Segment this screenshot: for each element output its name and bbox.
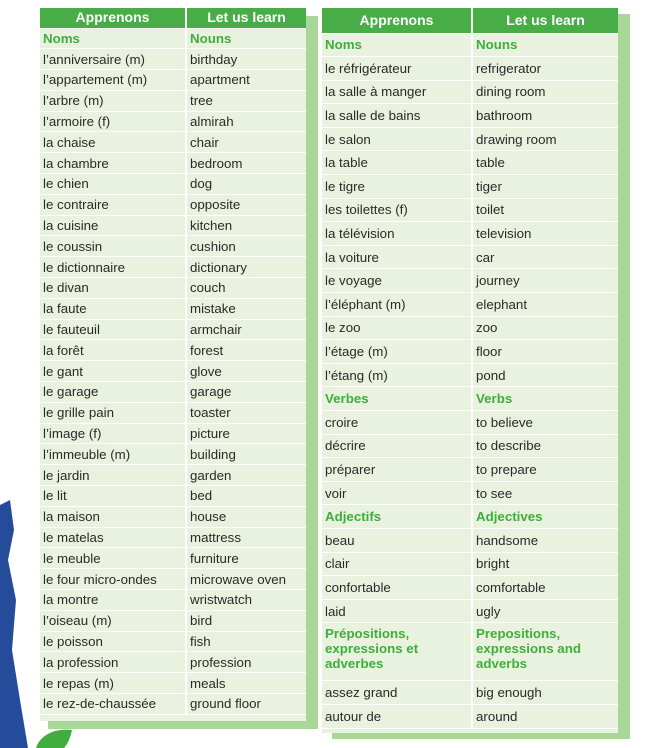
french-term: le chien bbox=[40, 174, 186, 195]
french-term: Adjectifs bbox=[322, 505, 472, 529]
french-term: croire bbox=[322, 411, 472, 435]
vocab-row bbox=[40, 90, 306, 111]
vocab-row bbox=[322, 57, 618, 81]
french-term: le salon bbox=[322, 127, 472, 151]
english-translation: mattress bbox=[186, 527, 306, 548]
french-term: l’image (f) bbox=[40, 423, 186, 444]
vocab-row bbox=[40, 153, 306, 174]
french-term: l’étage (m) bbox=[322, 340, 472, 364]
vocab-row bbox=[322, 599, 618, 623]
vocab-row bbox=[40, 382, 306, 403]
vocab-row bbox=[40, 257, 306, 278]
english-translation: house bbox=[186, 506, 306, 527]
vocab-row bbox=[40, 174, 306, 195]
french-term: autour de bbox=[322, 704, 472, 728]
french-term: le contraire bbox=[40, 194, 186, 215]
vocab-row bbox=[40, 236, 306, 257]
vocab-row bbox=[40, 652, 306, 673]
english-translation: Nouns bbox=[472, 33, 618, 57]
vocab-row bbox=[40, 465, 306, 486]
french-column-header: Apprenons bbox=[40, 8, 186, 28]
english-translation: armchair bbox=[186, 319, 306, 340]
english-translation: bed bbox=[186, 486, 306, 507]
vocab-row bbox=[40, 319, 306, 340]
section-row bbox=[322, 505, 618, 529]
english-translation: almirah bbox=[186, 111, 306, 132]
english-translation: fish bbox=[186, 631, 306, 652]
french-term: la chaise bbox=[40, 132, 186, 153]
english-translation: zoo bbox=[472, 316, 618, 340]
vocab-row bbox=[40, 70, 306, 91]
french-term: la faute bbox=[40, 298, 186, 319]
english-translation: ground floor bbox=[186, 694, 306, 715]
english-translation: comfortable bbox=[472, 576, 618, 600]
vocab-row bbox=[322, 127, 618, 151]
french-term: le fauteuil bbox=[40, 319, 186, 340]
vocab-row bbox=[40, 590, 306, 611]
french-term: le grille pain bbox=[40, 402, 186, 423]
vocab-row bbox=[322, 363, 618, 387]
english-translation: wristwatch bbox=[186, 590, 306, 611]
vocab-row bbox=[40, 402, 306, 423]
vocab-row bbox=[322, 576, 618, 600]
english-translation: handsome bbox=[472, 528, 618, 552]
section-row bbox=[322, 33, 618, 57]
vocab-row bbox=[40, 49, 306, 70]
english-column-header: Let us learn bbox=[186, 8, 306, 28]
vocab-row bbox=[322, 434, 618, 458]
french-term: décrire bbox=[322, 434, 472, 458]
french-term: le meuble bbox=[40, 548, 186, 569]
vocab-row bbox=[40, 111, 306, 132]
english-translation: ugly bbox=[472, 599, 618, 623]
french-term: Noms bbox=[322, 33, 472, 57]
vocab-row bbox=[322, 481, 618, 505]
english-translation: cushion bbox=[186, 236, 306, 257]
french-term: l’anniversaire (m) bbox=[40, 49, 186, 70]
english-translation: Verbs bbox=[472, 387, 618, 411]
french-term: la salle à manger bbox=[322, 80, 472, 104]
english-translation: opposite bbox=[186, 194, 306, 215]
vocab-row bbox=[40, 486, 306, 507]
english-translation: bright bbox=[472, 552, 618, 576]
english-translation: elephant bbox=[472, 293, 618, 317]
left-header-row bbox=[40, 8, 306, 28]
section-english: Nouns bbox=[186, 28, 306, 49]
english-translation: profession bbox=[186, 652, 306, 673]
english-translation: toaster bbox=[186, 402, 306, 423]
vocab-row bbox=[322, 80, 618, 104]
french-term: le gant bbox=[40, 361, 186, 382]
section-french: Noms bbox=[40, 28, 186, 49]
vocab-row bbox=[40, 610, 306, 631]
english-column-header: Let us learn bbox=[472, 8, 618, 33]
french-term: l’éléphant (m) bbox=[322, 293, 472, 317]
vocab-row bbox=[322, 458, 618, 482]
english-translation: Adjectives bbox=[472, 505, 618, 529]
vocab-row bbox=[322, 293, 618, 317]
vocab-row bbox=[40, 631, 306, 652]
english-translation: mistake bbox=[186, 298, 306, 319]
english-translation: television bbox=[472, 222, 618, 246]
vocab-row bbox=[322, 269, 618, 293]
french-term: le coussin bbox=[40, 236, 186, 257]
english-translation: building bbox=[186, 444, 306, 465]
french-term: le jardin bbox=[40, 465, 186, 486]
vocab-row bbox=[322, 198, 618, 222]
english-translation: bathroom bbox=[472, 104, 618, 128]
vocab-row bbox=[322, 151, 618, 175]
french-term: le zoo bbox=[322, 316, 472, 340]
english-translation: couch bbox=[186, 278, 306, 299]
french-term: la salle de bains bbox=[322, 104, 472, 128]
french-term: l’armoire (f) bbox=[40, 111, 186, 132]
french-term: le lit bbox=[40, 486, 186, 507]
english-translation: floor bbox=[472, 340, 618, 364]
vocab-row bbox=[40, 694, 306, 715]
french-term: clair bbox=[322, 552, 472, 576]
english-translation: garden bbox=[186, 465, 306, 486]
french-term: la chambre bbox=[40, 153, 186, 174]
english-translation: toilet bbox=[472, 198, 618, 222]
vocab-row bbox=[40, 569, 306, 590]
left-vocab-panel bbox=[40, 8, 306, 721]
english-translation: bird bbox=[186, 610, 306, 631]
vocab-row bbox=[322, 704, 618, 728]
vocab-row bbox=[40, 673, 306, 694]
english-translation: tree bbox=[186, 90, 306, 111]
vocab-row bbox=[322, 340, 618, 364]
french-term: la voiture bbox=[322, 245, 472, 269]
english-translation: around bbox=[472, 704, 618, 728]
english-translation: garage bbox=[186, 382, 306, 403]
vocab-row bbox=[40, 423, 306, 444]
english-translation: journey bbox=[472, 269, 618, 293]
english-translation: pond bbox=[472, 363, 618, 387]
english-translation: meals bbox=[186, 673, 306, 694]
french-term: préparer bbox=[322, 458, 472, 482]
english-translation: to describe bbox=[472, 434, 618, 458]
right-vocab-panel bbox=[322, 8, 618, 733]
vocab-row bbox=[40, 527, 306, 548]
french-term: confortable bbox=[322, 576, 472, 600]
vocab-row bbox=[322, 681, 618, 705]
english-translation: tiger bbox=[472, 175, 618, 199]
vocab-row bbox=[40, 298, 306, 319]
french-term: la table bbox=[322, 151, 472, 175]
right-header-row bbox=[322, 8, 618, 33]
french-term: assez grand bbox=[322, 681, 472, 705]
english-translation: apartment bbox=[186, 70, 306, 91]
french-term: le four micro-ondes bbox=[40, 569, 186, 590]
english-translation: dictionary bbox=[186, 257, 306, 278]
english-translation: kitchen bbox=[186, 215, 306, 236]
vocab-row bbox=[40, 194, 306, 215]
french-term: le garage bbox=[40, 382, 186, 403]
french-term: l’oiseau (m) bbox=[40, 610, 186, 631]
english-translation: to prepare bbox=[472, 458, 618, 482]
vocab-row bbox=[40, 278, 306, 299]
english-translation: drawing room bbox=[472, 127, 618, 151]
french-term: la forêt bbox=[40, 340, 186, 361]
section-row bbox=[322, 623, 618, 681]
english-translation: dog bbox=[186, 174, 306, 195]
french-term: l’appartement (m) bbox=[40, 70, 186, 91]
french-term: l’arbre (m) bbox=[40, 90, 186, 111]
english-translation: to believe bbox=[472, 411, 618, 435]
vocab-row bbox=[40, 506, 306, 527]
english-translation: car bbox=[472, 245, 618, 269]
french-term: laid bbox=[322, 599, 472, 623]
vocab-row bbox=[322, 552, 618, 576]
french-term: le poisson bbox=[40, 631, 186, 652]
french-term: le réfrigérateur bbox=[322, 57, 472, 81]
english-translation: bedroom bbox=[186, 153, 306, 174]
french-term: le rez-de-chaussée bbox=[40, 694, 186, 715]
english-translation: chair bbox=[186, 132, 306, 153]
french-term: l’étang (m) bbox=[322, 363, 472, 387]
english-translation: furniture bbox=[186, 548, 306, 569]
vocab-row bbox=[40, 340, 306, 361]
french-term: la cuisine bbox=[40, 215, 186, 236]
english-translation: forest bbox=[186, 340, 306, 361]
french-term: le voyage bbox=[322, 269, 472, 293]
french-term: la télévision bbox=[322, 222, 472, 246]
english-translation: big enough bbox=[472, 681, 618, 705]
vocab-row bbox=[322, 175, 618, 199]
section-row bbox=[322, 387, 618, 411]
english-translation: Prepositions, expressions and adverbs bbox=[472, 623, 618, 681]
french-term: le dictionnaire bbox=[40, 257, 186, 278]
vocab-row bbox=[322, 104, 618, 128]
french-term: le matelas bbox=[40, 527, 186, 548]
french-column-header: Apprenons bbox=[322, 8, 472, 33]
vocab-row bbox=[322, 316, 618, 340]
french-term: Prépositions, expressions et adverbes bbox=[322, 623, 472, 681]
vocab-row bbox=[40, 548, 306, 569]
vocab-row bbox=[322, 411, 618, 435]
vocab-row bbox=[40, 444, 306, 465]
english-translation: microwave oven bbox=[186, 569, 306, 590]
vocab-row bbox=[40, 132, 306, 153]
english-translation: picture bbox=[186, 423, 306, 444]
french-term: la montre bbox=[40, 590, 186, 611]
french-term: le divan bbox=[40, 278, 186, 299]
vocab-row bbox=[322, 245, 618, 269]
french-term: la profession bbox=[40, 652, 186, 673]
vocab-row bbox=[40, 361, 306, 382]
section-row-nouns bbox=[40, 28, 306, 49]
french-term: la maison bbox=[40, 506, 186, 527]
french-term: le repas (m) bbox=[40, 673, 186, 694]
english-translation: birthday bbox=[186, 49, 306, 70]
english-translation: dining room bbox=[472, 80, 618, 104]
french-term: Verbes bbox=[322, 387, 472, 411]
french-term: beau bbox=[322, 528, 472, 552]
french-term: l’immeuble (m) bbox=[40, 444, 186, 465]
english-translation: table bbox=[472, 151, 618, 175]
vocab-row bbox=[40, 215, 306, 236]
right-vocab-table bbox=[322, 8, 618, 729]
left-vocab-table bbox=[40, 8, 306, 715]
english-translation: to see bbox=[472, 481, 618, 505]
vocab-row bbox=[322, 528, 618, 552]
french-term: le tigre bbox=[322, 175, 472, 199]
french-term: voir bbox=[322, 481, 472, 505]
vocab-row bbox=[322, 222, 618, 246]
french-term: les toilettes (f) bbox=[322, 198, 472, 222]
english-translation: refrigerator bbox=[472, 57, 618, 81]
english-translation: glove bbox=[186, 361, 306, 382]
